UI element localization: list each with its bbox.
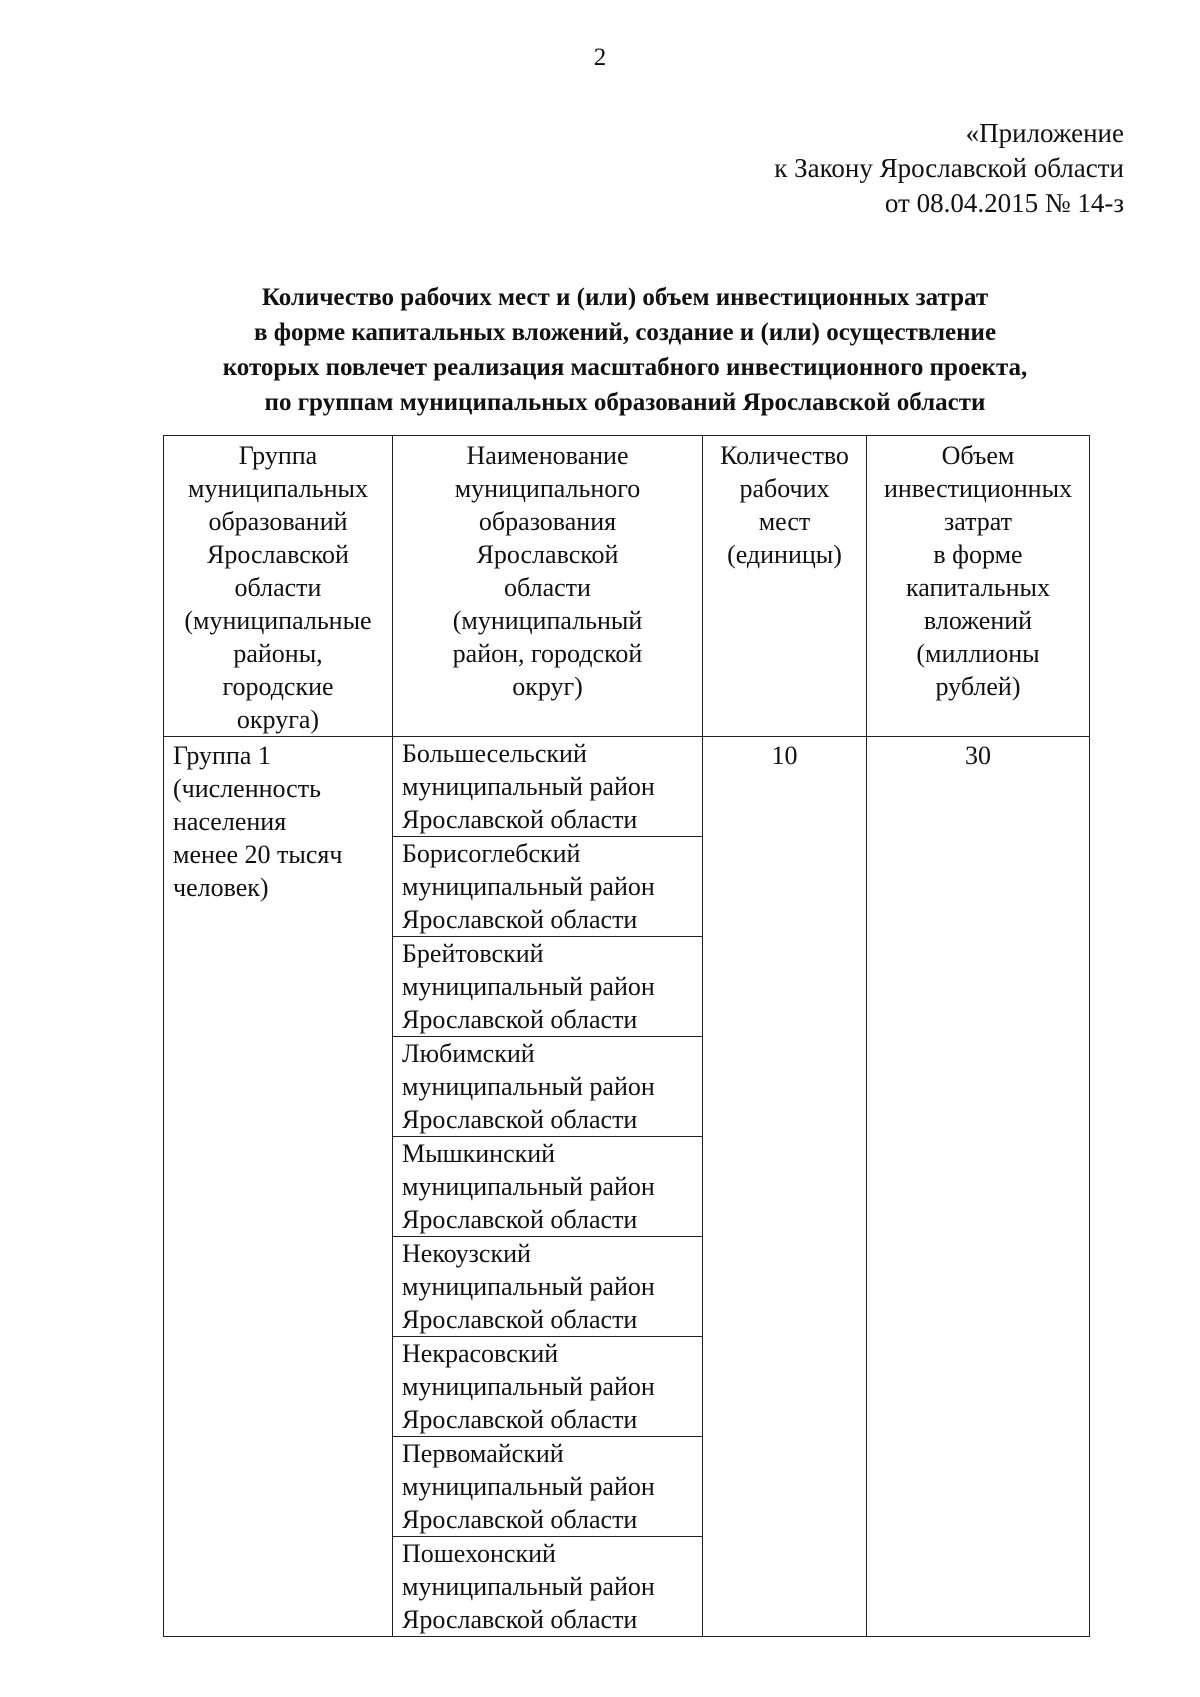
group-1-jobs: 10 — [703, 737, 867, 1637]
municipality-name: Первомайский муниципальный район Ярославской области — [393, 1437, 703, 1537]
table-row — [164, 737, 1090, 837]
municipality-name: Любимский муниципальный район Ярославской области — [393, 1037, 703, 1137]
municipality-name: Брейтовский муниципальный район Ярославской области — [393, 937, 703, 1037]
group-1-investment: 30 — [867, 737, 1090, 1637]
municipal-groups-table — [163, 435, 1090, 1637]
municipality-name: Пошехонский муниципальный район Ярославской области — [393, 1537, 703, 1637]
municipality-name: Большесельский муниципальный район Ярославской области — [393, 737, 703, 837]
municipality-name: Некрасовский муниципальный район Ярославской области — [393, 1337, 703, 1437]
appendix-line-1: «Приложение — [965, 118, 1124, 148]
municipality-name: Мышкинский муниципальный район Ярославской области — [393, 1137, 703, 1237]
appendix-line-3: от 08.04.2015 № 14-з — [884, 188, 1124, 218]
page-number: 2 — [593, 44, 607, 71]
appendix-line-2: к Закону Ярославской области — [774, 153, 1124, 183]
appendix-reference — [624, 116, 1124, 221]
title-line-3: которых повлечет реализация масштабного инвестиционного проекта, — [222, 354, 1028, 381]
title-line-1: Количество рабочих мест и (или) объем инвестиционных затрат — [261, 284, 989, 311]
document-title — [140, 280, 1110, 420]
title-line-2: в форме капитальных вложений, создание и (или) осуществление — [253, 319, 997, 346]
table-header-row — [164, 436, 1090, 737]
header-name: Наименование муниципального образования Ярославской области (муниципальный район, городской округ) — [393, 436, 703, 737]
group-1-label: Группа 1 (численность населения менее 20 тысяч человек) — [164, 737, 393, 1637]
header-group: Группа муниципальных образований Ярославской области (муниципальные районы, городские округа) — [164, 436, 393, 737]
header-jobs: Количество рабочих мест (единицы) — [703, 436, 867, 737]
header-investment: Объем инвестиционных затрат в форме капитальных вложений (миллионы рублей) — [867, 436, 1090, 737]
municipality-name: Некоузский муниципальный район Ярославской области — [393, 1237, 703, 1337]
title-line-4: по группам муниципальных образований Ярославской области — [264, 389, 986, 416]
municipality-name: Борисоглебский муниципальный район Ярославской области — [393, 837, 703, 937]
